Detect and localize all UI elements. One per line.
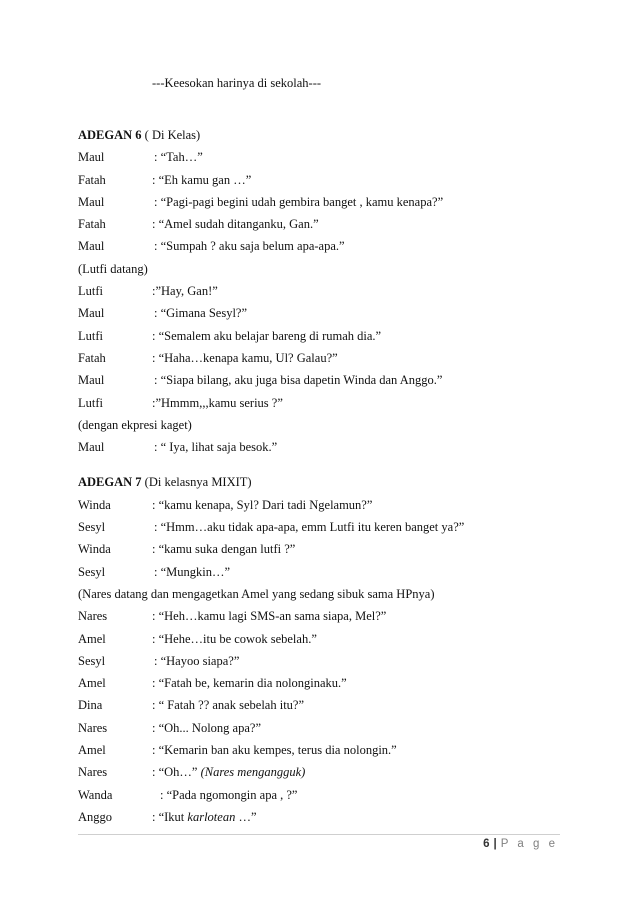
speaker-name: Amel [78,743,106,758]
scene-setting: (Di kelasnya MIXIT) [141,475,252,490]
scene-title: ADEGAN 6 [78,128,142,142]
speaker-name: Lutfi [78,284,103,299]
dialogue-row [78,694,578,716]
dialogue-text: : “Oh... Nolong apa?” [152,720,261,735]
speaker-name: Nares [78,720,108,735]
footer-separator: | [493,838,497,850]
speaker-name: Fatah [78,217,106,232]
dialogue-row [78,347,578,369]
dialogue-row [78,213,578,235]
dialogue-row [78,538,578,560]
dialogue-row [78,280,578,302]
dialogue-text [152,761,305,783]
inline-stage-direction: (Nares mengangguk) [200,765,306,780]
speaker-name: Wanda [78,787,113,802]
dialogue-row [78,806,578,828]
footer-divider [78,834,560,835]
dialogue-text: : “Sumpah ? aku saja belum apa-apa.” [154,239,345,254]
speaker-name: Sesyl [78,564,106,579]
speaker-name: Amel [78,631,106,646]
dialogue-spoken: : “Oh…” [152,765,201,780]
scene-note: ---Keesokan harinya di sekolah--- [152,76,322,90]
speaker-name: Fatah [78,172,106,187]
dialogue-text: : “ Iya, lihat saja besok.” [154,440,278,455]
dialogue-text: : “Pagi-pagi begini udah gembira banget , kamu kenapa?” [154,194,444,209]
speaker-name: Anggo [78,809,113,824]
dialogue-text: : “ Fatah ?? anak sebelah itu?” [152,698,305,713]
dialogue-text: :”Hmmm,,,kamu serius ?” [152,395,283,410]
dialogue-text [152,806,257,828]
dialogue-text: : “Hmm…aku tidak apa-apa, emm Lutfi itu keren banget ya?” [154,520,465,535]
speaker-name: Maul [78,239,105,254]
dialogue-text: : “Kemarin ban aku kempes, terus dia nolongin.” [152,743,397,758]
dialogue-row [78,235,578,257]
dialogue-row [78,169,578,191]
speaker-name: Amel [78,676,106,691]
dialogue-row [78,761,578,783]
dialogue-row [78,784,578,806]
dialogue-text: : “Eh kamu gan …” [152,172,252,187]
speaker-name: Nares [78,609,108,624]
dialogue-text: : “Heh…kamu lagi SMS-an sama siapa, Mel?” [152,609,387,624]
dialogue-text: : “Semalem aku belajar bareng di rumah dia.” [152,328,382,343]
speaker-name: Sesyl [78,520,106,535]
dialogue-row [78,436,578,458]
scene-heading-adegan-7 [78,471,578,493]
dialogue-text: : “Hayoo siapa?” [154,653,240,668]
dialogue-row [78,325,578,347]
speaker-name: Maul [78,440,105,455]
scene-heading-adegan-6 [78,124,578,146]
speaker-name: Maul [78,306,105,321]
dialogue-row [78,494,578,516]
dialogue-row [78,672,578,694]
speaker-name: Lutfi [78,328,103,343]
speaker-name: Fatah [78,350,106,365]
stage-direction: (Nares datang dan mengagetkan Amel yang sedang sibuk sama HPnya) [78,586,435,601]
dialogue-text: : “Amel sudah ditanganku, Gan.” [152,217,319,232]
dialogue-row [78,191,578,213]
dialogue-text: : “Hehe…itu be cowok sebelah.” [152,631,317,646]
stage-direction: (Lutfi datang) [78,261,148,276]
dialogue-row [78,392,578,414]
scene-setting: ( Di Kelas) [141,128,201,142]
dialogue-text: : “kamu kenapa, Syl? Dari tadi Ngelamun?” [152,497,373,512]
speaker-name: Maul [78,194,105,209]
speaker-name: Maul [78,150,105,165]
dialogue-row [78,302,578,324]
dialogue-row [78,628,578,650]
dialogue-row [78,561,578,583]
dialogue-text: : “Fatah be, kemarin dia nolonginaku.” [152,676,347,691]
speaker-name: Dina [78,698,103,713]
script-body [78,124,578,828]
dialogue-row [78,739,578,761]
dialogue-row [78,146,578,168]
dialogue-spoken: : “Ikut [152,809,188,824]
dialogue-text: : “Siapa bilang, aku juga bisa dapetin Winda dan Anggo.” [154,373,443,388]
dialogue-text: : “Mungkin…” [154,564,231,579]
dialogue-tail: …” [235,809,257,824]
speaker-name: Lutfi [78,395,103,410]
page-label: P a g e [500,838,558,850]
dialogue-text: : “Tah…” [154,150,203,165]
speaker-name: Maul [78,373,105,388]
speaker-name: Winda [78,542,111,557]
dialogue-text: :”Hay, Gan!” [152,284,218,299]
speaker-name: Sesyl [78,653,106,668]
stage-direction: (dengan ekpresi kaget) [78,417,192,432]
dialogue-row [78,650,578,672]
scene-title: ADEGAN 7 [78,475,142,490]
dialogue-row [78,717,578,739]
dialogue-row [78,605,578,627]
page-footer [483,838,558,850]
dialogue-text: : “Pada ngomongin apa , ?” [160,787,298,802]
speaker-name: Nares [78,765,108,780]
dialogue-row [78,516,578,538]
dialogue-text: : “kamu suka dengan lutfi ?” [152,542,296,557]
italic-word: karlotean [187,809,236,824]
dialogue-text: : “Gimana Sesyl?” [154,306,248,321]
dialogue-row [78,369,578,391]
speaker-name: Winda [78,497,111,512]
page-number: 6 [483,838,490,850]
dialogue-text: : “Haha…kenapa kamu, Ul? Galau?” [152,350,338,365]
